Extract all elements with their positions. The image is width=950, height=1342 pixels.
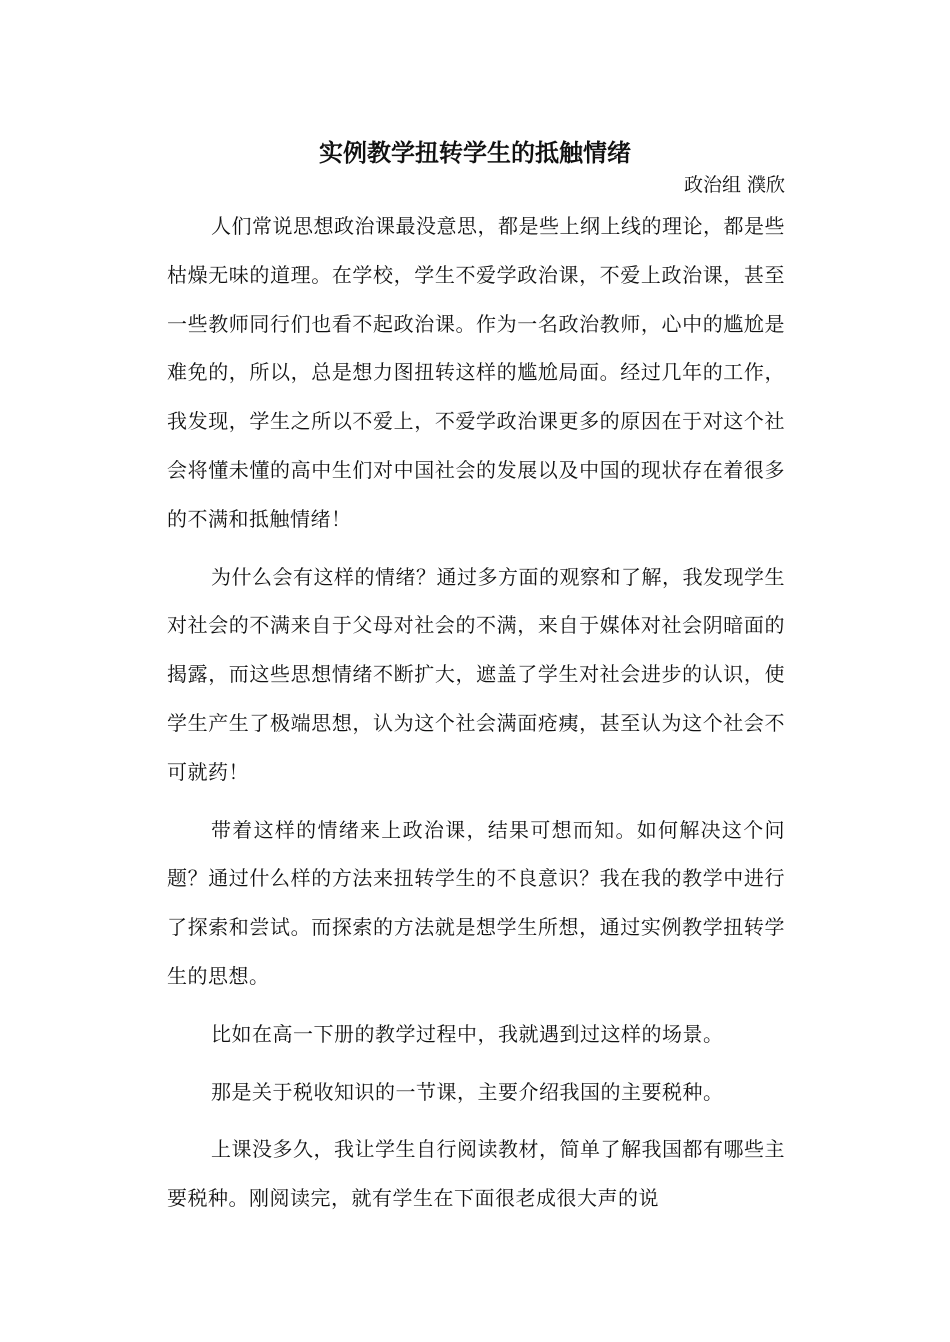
paragraph: 比如在高一下册的教学过程中，我就遇到过这样的场景。 bbox=[211, 1021, 724, 1046]
paragraph: 带着这样的情绪来上政治课，结果可想而知。如何解决这个问题？通过什么样的方法来扭转学生的不良意识？我在我的教学中进行了探索和尝试。而探索的方法就是想学生所想，通过实例教学扭转学生的思想。 bbox=[167, 817, 785, 988]
paragraph: 那是关于税收知识的一节课，主要介绍我国的主要税种。 bbox=[211, 1079, 724, 1104]
paragraph: 为什么会有这样的情绪？通过多方面的观察和了解，我发现学生对社会的不满来自于父母对社会的不满，来自于媒体对社会阴暗面的揭露，而这些思想情绪不断扩大，遮盖了学生对社会进步的认识，使学生产生了极端思想，认为这个社会满面疮痍，甚至认为这个社会不可就药！ bbox=[167, 564, 785, 784]
paragraph: 上课没多久，我让学生自行阅读教材，简单了解我国都有哪些主要税种。刚阅读完，就有学生在下面很老成很大声的说 bbox=[167, 1137, 785, 1211]
document-author: 政治组 濮欣 bbox=[683, 174, 785, 196]
document-title: 实例教学扭转学生的抵触情绪 bbox=[319, 138, 631, 167]
paragraph: 人们常说思想政治课最没意思，都是些上纲上线的理论，都是些枯燥无味的道理。在学校，学生不爱学政治课，不爱上政治课，甚至一些教师同行们也看不起政治课。作为一名政治教师，心中的尴尬是难免的，所以，总是想力图扭转这样的尴尬局面。经过几年的工作，我发现，学生之所以不爱上，不爱学政治课更多的原因在于对这个社会将懂未懂的高中生们对中国社会的发展以及中国的现状存在着很多的不满和抵触情绪！ bbox=[167, 214, 785, 531]
document-body bbox=[167, 202, 785, 1223]
